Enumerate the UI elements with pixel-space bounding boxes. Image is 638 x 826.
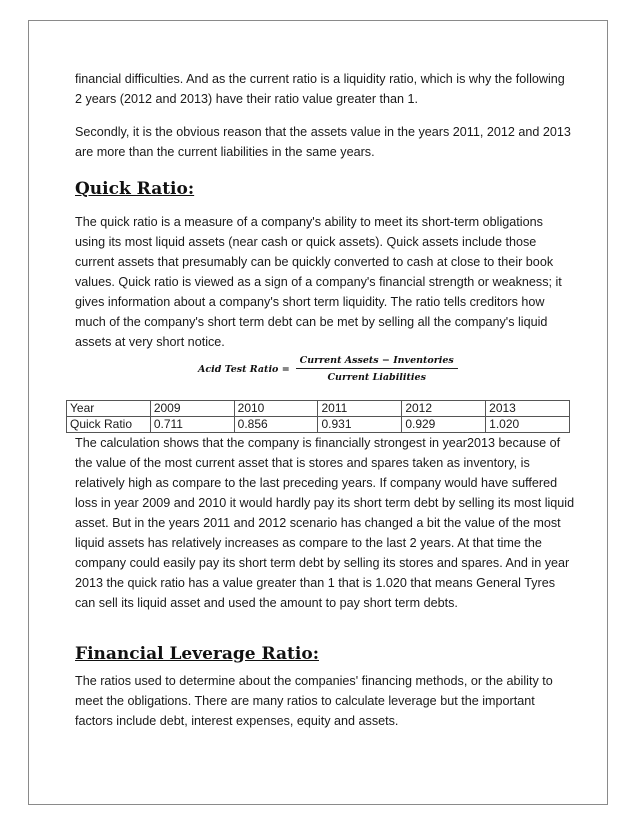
quick-ratio-analysis: The calculation shows that the company is financially strongest in year2013 because of the value of the most current asset that is stores and spares taken as inventory, is relatively high as compare to the last preceding years. If company would have suffered loss in year 2009 and 2010 it would hardly pay its short term debt by selling its most liquid asset. But in the years 2011 and 2012 scenario has changed a bit the value of the most liquid assets has relatively increases as compare to the last 2 years. At that time the company could easily pay its short term debt by selling its stores and spares. And in year 2013 the quick ratio has a value greater than 1 that is 1.020 that means General Tyres can sell its liquid asset and used the amount to pay short term debts. bbox=[75, 436, 575, 610]
table-cell: 0.856 bbox=[234, 417, 318, 433]
quick-ratio-paragraph: The quick ratio is a measure of a company's ability to meet its short-term obligations using its most liquid assets (near cash or quick assets). Quick assets include those current assets that presumably can be quickly converted to cash at close to their book values. Quick ratio is viewed as a sign of a company's financial strength or weakness; it gives information about a company's short term liquidity. The ratio tells creditors how much of the company's short term debt can be met by selling all the company's liquid assets at very short notice. bbox=[75, 215, 562, 349]
document-body-continued bbox=[75, 433, 575, 731]
acid-test-formula bbox=[75, 348, 575, 390]
document-body bbox=[75, 69, 575, 390]
table-cell: 2013 bbox=[486, 401, 570, 417]
table-cell: 0.711 bbox=[150, 417, 234, 433]
table-cell: 2011 bbox=[318, 401, 402, 417]
table-cell: 2012 bbox=[402, 401, 486, 417]
table-cell: 1.020 bbox=[486, 417, 570, 433]
table-row bbox=[67, 417, 570, 433]
formula-numerator: Current Assets − Inventories bbox=[296, 355, 458, 369]
formula-denominator: Current Liabilities bbox=[327, 372, 426, 383]
table-cell: 0.929 bbox=[402, 417, 486, 433]
intro-paragraph-1: financial difficulties. And as the current ratio is a liquidity ratio, which is why the following 2 years (2012 and 2013) have their ratio value greater than 1. bbox=[75, 72, 565, 106]
table-cell: Quick Ratio bbox=[67, 417, 151, 433]
table-cell: 0.931 bbox=[318, 417, 402, 433]
leverage-paragraph: The ratios used to determine about the companies' financing methods, or the ability to meet the obligations. There are many ratios to calculate leverage but the important factors include debt, interest expenses, equity and assets. bbox=[75, 674, 553, 728]
leverage-heading: Financial Leverage Ratio: bbox=[75, 644, 319, 664]
quick-ratio-table bbox=[66, 400, 570, 433]
formula-fraction bbox=[296, 355, 458, 383]
table-cell: 2010 bbox=[234, 401, 318, 417]
table-header-row bbox=[67, 401, 570, 417]
formula-lhs: Acid Test Ratio = bbox=[198, 363, 290, 375]
intro-paragraph-2: Secondly, it is the obvious reason that the assets value in the years 2011, 2012 and 2013 are more than the current liabilities in the same years. bbox=[75, 125, 571, 159]
table-cell: 2009 bbox=[150, 401, 234, 417]
quick-ratio-heading: Quick Ratio: bbox=[75, 179, 195, 199]
table-cell: Year bbox=[67, 401, 151, 417]
